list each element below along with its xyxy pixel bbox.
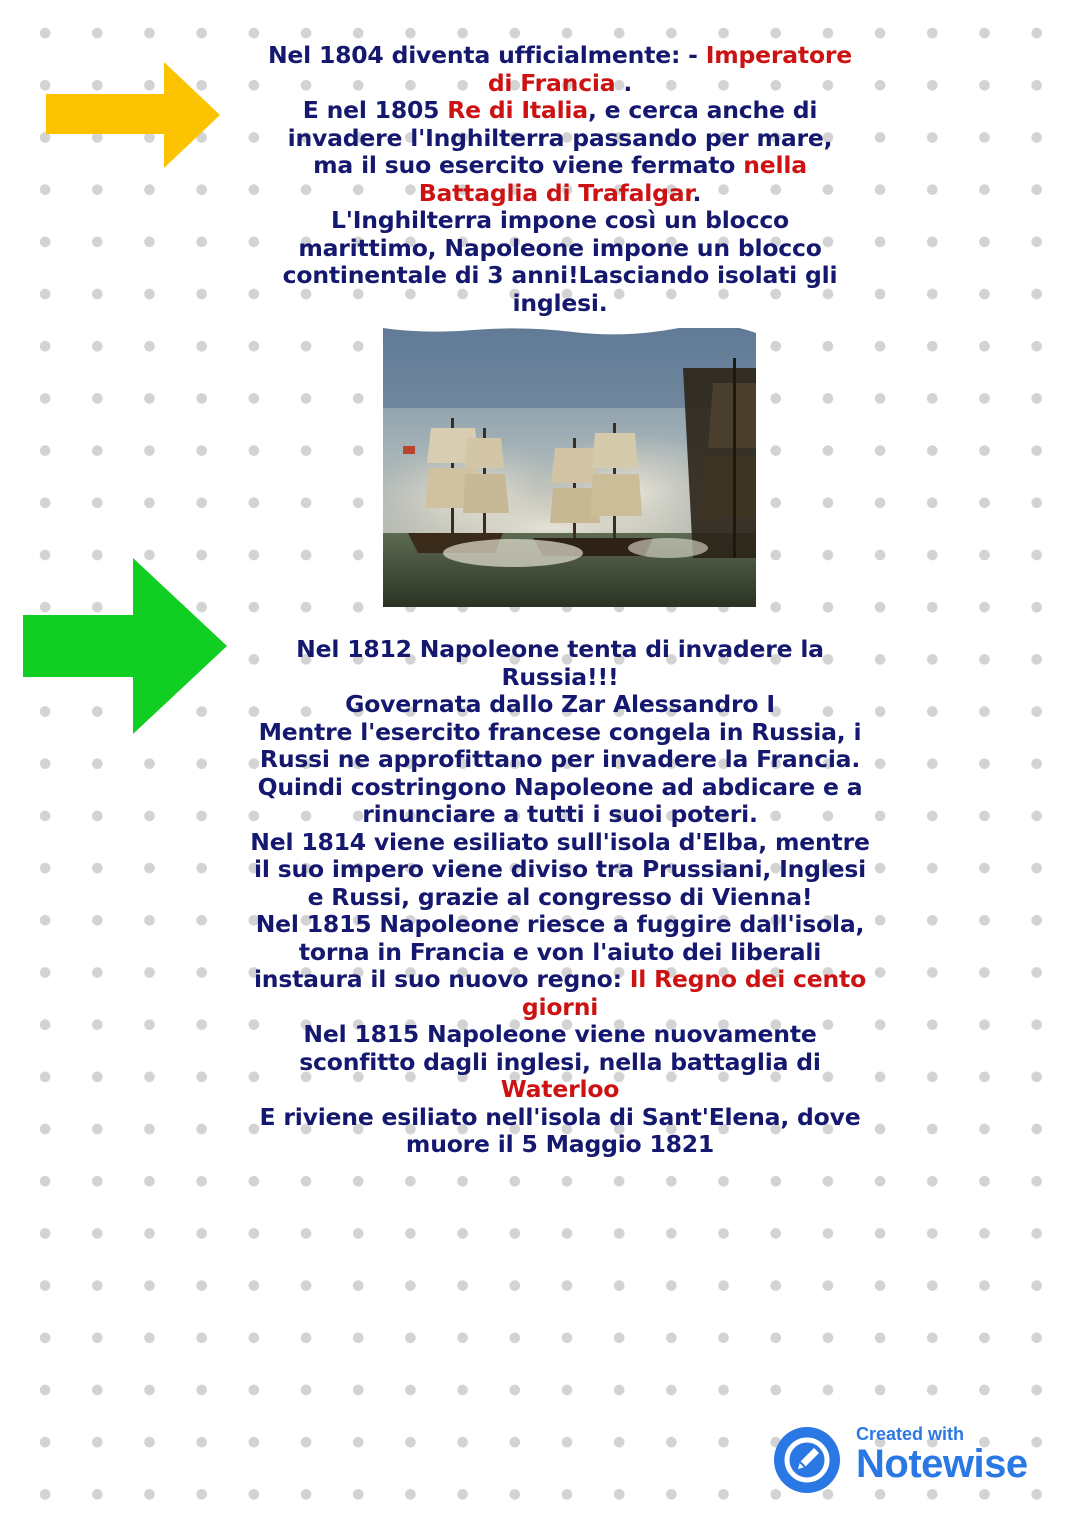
section-2-text xyxy=(230,636,890,1159)
body-text: rinunciare a tutti i suoi poteri. xyxy=(362,800,758,828)
text-line xyxy=(230,691,890,719)
section-1-text xyxy=(250,42,870,317)
ship-right xyxy=(683,358,756,558)
pencil-icon xyxy=(774,1427,840,1493)
text-line xyxy=(230,994,890,1022)
body-text: L'Inghilterra impone così un blocco xyxy=(330,206,790,234)
body-text: Nel 1815 Napoleone riesce a fuggire dall'isola, xyxy=(255,910,865,938)
body-text: . xyxy=(692,178,702,207)
text-line xyxy=(230,856,890,884)
body-text: Nel 1814 viene esiliato sull'isola d'Elba, mentre xyxy=(250,827,870,856)
text-line xyxy=(250,152,870,180)
body-text: Mentre l'esercito francese congela in Russia, i xyxy=(258,717,862,746)
body-text: Russia!!! xyxy=(501,662,619,691)
body-text: Nel 1815 Napoleone viene nuovamente xyxy=(303,1020,817,1048)
created-with-notewise-badge xyxy=(774,1424,1054,1496)
text-line xyxy=(250,42,870,70)
naval-battle-painting xyxy=(383,328,756,607)
body-text: Governata dallo Zar Alessandro I xyxy=(345,690,775,718)
text-line xyxy=(250,235,870,263)
text-line xyxy=(250,70,870,98)
highlighted-text: Waterloo xyxy=(500,1075,620,1103)
body-text: Russi ne approfittano per invadere la Francia. xyxy=(259,745,861,773)
body-text: muore il 5 Maggio 1821 xyxy=(405,1130,715,1158)
text-line xyxy=(230,1104,890,1132)
created-with-text: Created with xyxy=(856,1424,965,1444)
text-line xyxy=(230,939,890,967)
text-line xyxy=(230,1076,890,1104)
notewise-brand: Notewise xyxy=(856,1442,1028,1486)
text-line xyxy=(230,664,890,692)
highlighted-text: Battaglia di Trafalgar xyxy=(418,178,693,207)
body-text: continentale di 3 anni!Lasciando isolati gli xyxy=(282,261,838,289)
body-text: instaura il suo nuovo regno: xyxy=(253,965,630,993)
text-line xyxy=(230,636,890,664)
body-text: Nel 1804 diventa ufficialmente: - xyxy=(267,41,706,69)
text-line xyxy=(250,125,870,153)
body-text: invadere l'Inghilterra passando per mare, xyxy=(287,123,833,152)
body-text: inglesi. xyxy=(512,288,608,317)
highlighted-text: giorni xyxy=(521,992,599,1021)
text-line xyxy=(230,829,890,857)
text-line xyxy=(230,1049,890,1077)
text-line xyxy=(230,884,890,912)
green-arrow-shape xyxy=(23,558,227,734)
body-text: E nel 1805 xyxy=(302,96,448,124)
text-line xyxy=(230,911,890,939)
body-text: e Russi, grazie al congresso di Vienna! xyxy=(307,882,813,911)
yellow-right-arrow-icon xyxy=(46,62,220,168)
yellow-arrow-shape xyxy=(46,62,220,168)
text-line xyxy=(250,97,870,125)
text-line xyxy=(230,1131,890,1159)
text-line xyxy=(230,719,890,747)
text-line xyxy=(230,774,890,802)
green-right-arrow-icon xyxy=(23,558,227,734)
text-line xyxy=(230,801,890,829)
body-text: ma il suo esercito viene fermato xyxy=(313,151,744,179)
body-text: E riviene esiliato nell'isola di Sant'Elena, dove xyxy=(259,1102,861,1131)
highlighted-text: di Francia xyxy=(487,68,616,97)
highlighted-text: Il Regno dei cento xyxy=(629,965,867,993)
highlighted-text: nella xyxy=(743,151,807,179)
body-text: marittimo, Napoleone impone un blocco xyxy=(298,233,822,262)
text-line xyxy=(230,1021,890,1049)
text-line xyxy=(250,180,870,208)
body-text: . xyxy=(615,68,633,97)
text-line xyxy=(250,262,870,290)
body-text: il suo impero viene diviso tra Prussiani, Inglesi xyxy=(254,855,866,883)
text-line xyxy=(250,207,870,235)
notewise-logo xyxy=(774,1427,840,1493)
body-text: Quindi costringono Napoleone ad abdicare e a xyxy=(257,772,863,801)
body-text: sconfitto dagli inglesi, nella battaglia di xyxy=(299,1047,821,1076)
text-line xyxy=(230,746,890,774)
highlighted-text: Imperatore xyxy=(705,41,853,69)
text-line xyxy=(250,290,870,318)
highlighted-text: Re di Italia xyxy=(447,96,588,124)
body-text: , e cerca anche di xyxy=(587,96,818,124)
body-text: torna in Francia e von l'aiuto dei liberali xyxy=(298,937,822,966)
body-text: Nel 1812 Napoleone tenta di invadere la xyxy=(296,635,824,663)
text-line xyxy=(230,966,890,994)
